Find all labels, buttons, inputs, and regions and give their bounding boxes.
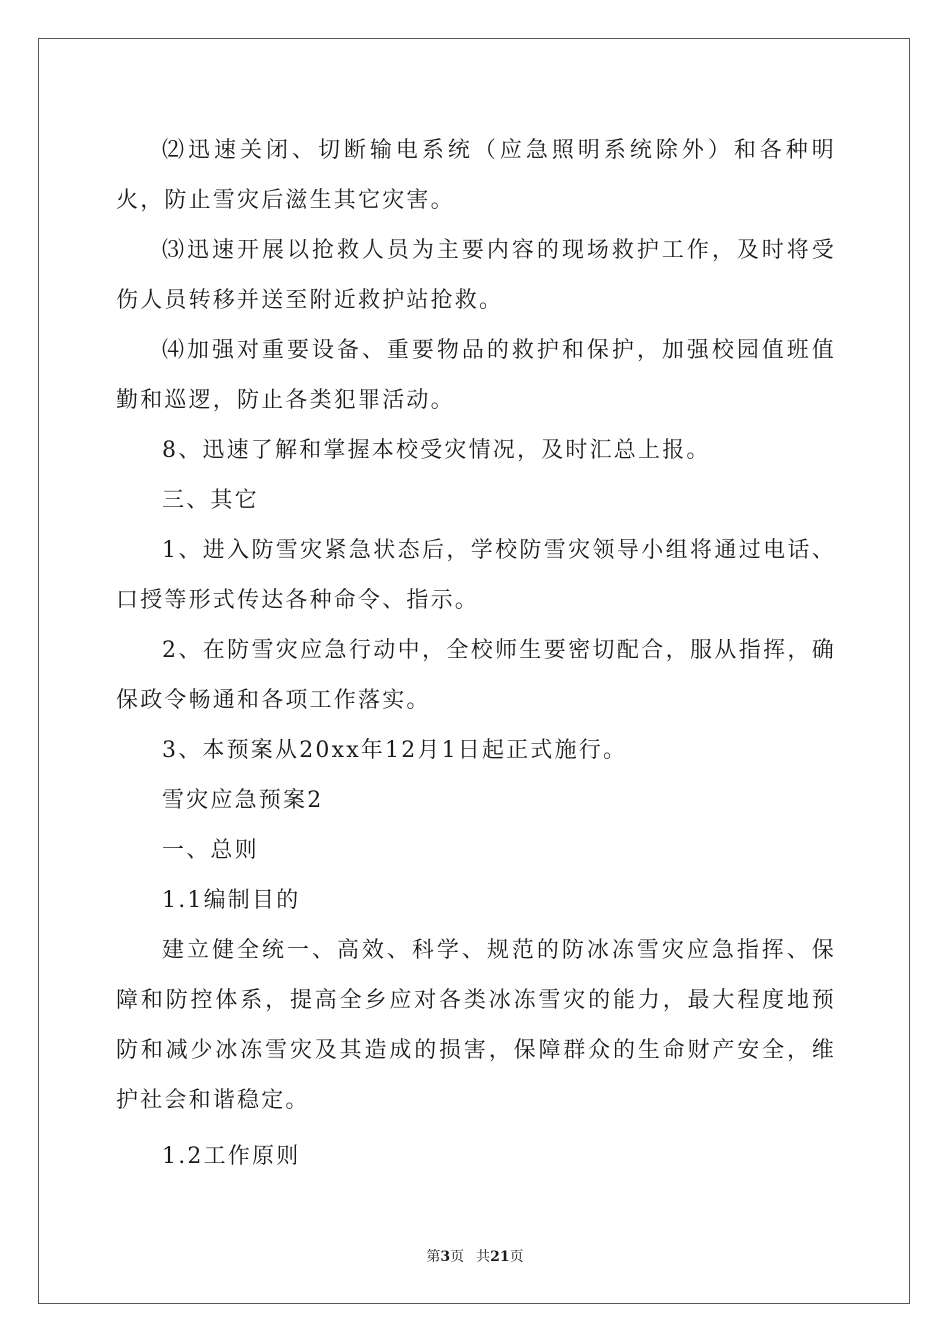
paragraph: ⑵迅速关闭、切断输电系统（应急照明系统除外）和各种明火，防止雪灾后滋生其它灾害。 <box>116 138 836 213</box>
total-pages: 21 <box>490 1249 510 1265</box>
paragraph: 1、进入防雪灾紧急状态后，学校防雪灾领导小组将通过电话、口授等形式传达各种命令、指示。 <box>116 538 836 613</box>
paragraph: ⑷加强对重要设备、重要物品的救护和保护，加强校园值班值勤和巡逻，防止各类犯罪活动。 <box>116 338 836 413</box>
page-suffix: 页 <box>450 1249 465 1265</box>
document-body <box>116 126 836 1182</box>
subsection-heading: 1.1编制目的 <box>162 888 301 913</box>
paragraph: 8、迅速了解和掌握本校受灾情况，及时汇总上报。 <box>162 438 711 463</box>
total-prefix: 共 <box>476 1249 491 1265</box>
paragraph: 2、在防雪灾应急行动中，全校师生要密切配合，服从指挥，确保政令畅通和各项工作落实。 <box>116 638 836 713</box>
subsection-heading: 1.2工作原则 <box>162 1144 301 1169</box>
document-title: 雪灾应急预案2 <box>162 788 324 813</box>
paragraph: 建立健全统一、高效、科学、规范的防冰冻雪灾应急指挥、保障和防控体系，提高全乡应对各类冰冻雪灾的能力，最大程度地预防和减少冰冻雪灾及其造成的损害，保障群众的生命财产安全，维护社会和谐稳定。 <box>116 938 836 1113</box>
page-footer <box>0 1248 950 1266</box>
section-heading: 三、其它 <box>162 488 259 513</box>
paragraph: ⑶迅速开展以抢救人员为主要内容的现场救护工作，及时将受伤人员转移并送至附近救护站抢救。 <box>116 238 836 313</box>
paragraph: 3、本预案从20xx年12月1日起正式施行。 <box>162 738 628 763</box>
total-suffix: 页 <box>509 1249 524 1265</box>
section-heading: 一、总则 <box>162 838 259 863</box>
page-number: 3 <box>440 1249 451 1265</box>
page-prefix: 第 <box>426 1249 441 1265</box>
